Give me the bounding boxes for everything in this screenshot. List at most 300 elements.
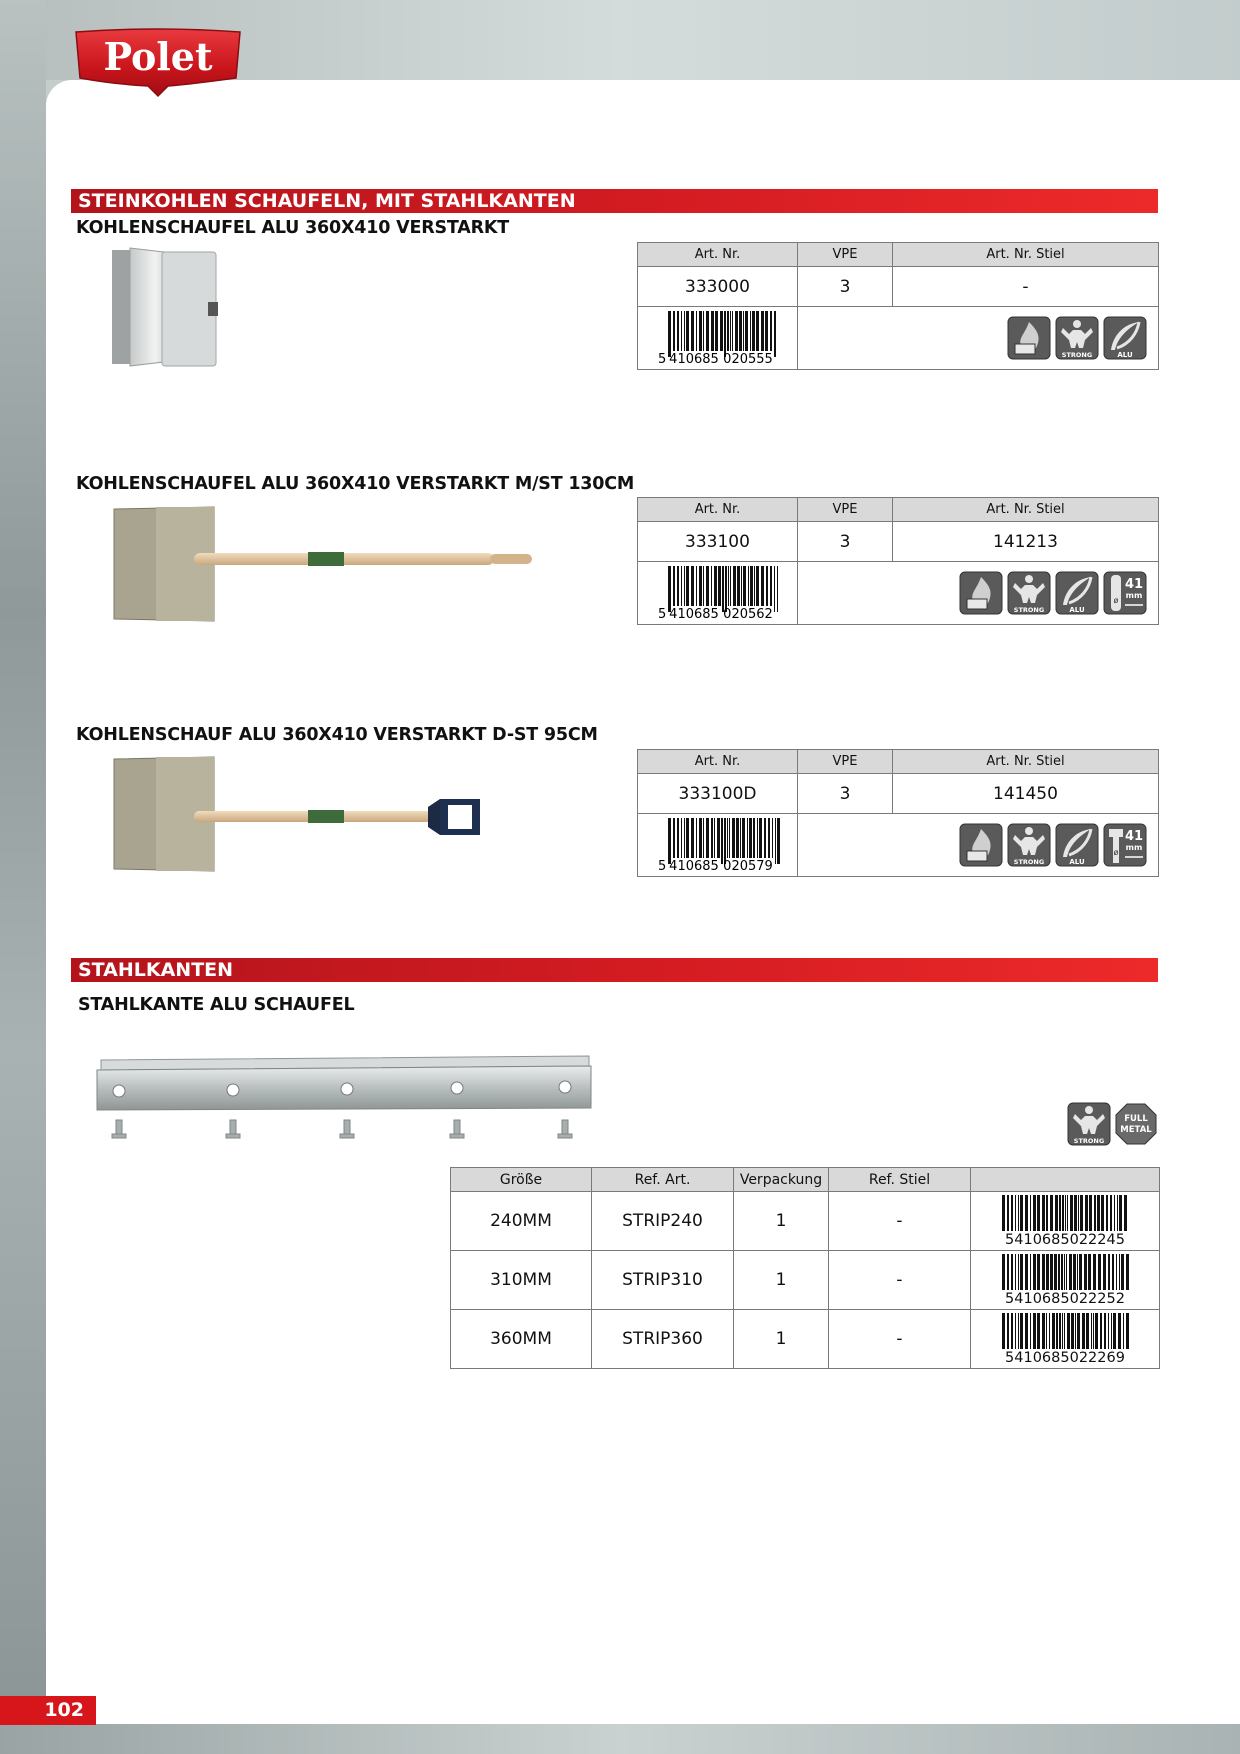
barcode-bar (703, 566, 704, 606)
barcode-bar (1050, 1254, 1053, 1290)
barcode-bar (1046, 1254, 1049, 1290)
barcode-bar (681, 566, 682, 606)
pack-value: 1 (734, 1251, 829, 1310)
barcode-bar (756, 566, 759, 606)
barcode-bar (1071, 1313, 1074, 1349)
barcode-bar (770, 566, 772, 606)
barcode-bar (696, 566, 697, 606)
barcode-bar (1042, 1195, 1045, 1231)
header-size: Größe (451, 1168, 592, 1192)
barcode-bar (681, 818, 682, 858)
barcode-bar (691, 818, 694, 858)
barcode-bar (732, 311, 733, 351)
barcode-bar (759, 818, 762, 858)
diameter-symbol: ø (1113, 848, 1119, 857)
art-nr-value: 333000 (638, 267, 798, 307)
barcode-bar (1069, 1254, 1072, 1290)
barcode-bar (1037, 1313, 1040, 1349)
alu-feather-icon (1055, 571, 1099, 615)
alu-label: ALU (1069, 858, 1085, 866)
barcode-bar (703, 311, 704, 351)
size-value: 360MM (451, 1310, 592, 1369)
feature-icons-cell (798, 307, 1159, 370)
barcode-bar (727, 311, 729, 351)
barcode-bar (677, 311, 679, 351)
coal-shovel-image (110, 246, 230, 372)
header-art-nr: Art. Nr. (638, 243, 798, 267)
barcode-bar (686, 566, 689, 606)
barcode-bar (1067, 1313, 1070, 1349)
barcode-bar (765, 311, 768, 351)
barcode (654, 311, 782, 365)
header-vpe: VPE (798, 750, 893, 774)
barcode-bar (1126, 1313, 1129, 1349)
barcode-bar (1079, 1254, 1082, 1290)
barcode-bar (1049, 1313, 1050, 1349)
vpe-value: 3 (798, 522, 893, 562)
barcode-bar (1064, 1313, 1065, 1349)
flame-bucket-icon (959, 823, 1003, 867)
barcode-bar (727, 818, 728, 858)
strong-label: STRONG (1013, 858, 1045, 866)
barcode-bar (691, 566, 694, 606)
barcode-bar (1112, 1254, 1114, 1290)
barcode-bar (1093, 1313, 1094, 1349)
barcode-bar (1073, 1254, 1076, 1290)
table-row (451, 1251, 1160, 1310)
barcode-bar (1085, 1195, 1088, 1231)
pack-value: 1 (734, 1310, 829, 1369)
barcode-bar (1119, 1254, 1120, 1290)
barcode-bar (1121, 1254, 1124, 1290)
barcode-bar (668, 566, 671, 612)
header-vpe: VPE (798, 498, 893, 522)
barcode-cell (971, 1192, 1160, 1251)
barcode-bar (711, 818, 713, 858)
barcode-bar (703, 818, 704, 858)
polet-logo (72, 28, 244, 98)
barcode-bar (1111, 1313, 1112, 1349)
header-barcode (971, 1168, 1160, 1192)
barcode-bar (1020, 1254, 1023, 1290)
section-title: STEINKOHLEN SCHAUFELN, MIT STAHLKANTEN (71, 189, 1158, 213)
barcode-bar (699, 566, 702, 606)
barcode-bar (774, 566, 775, 612)
feature-icons-cell (798, 562, 1159, 625)
barcode-bar (743, 311, 744, 351)
strong-label: STRONG (1073, 1137, 1105, 1145)
strong-icon (1067, 1102, 1111, 1146)
barcode-bar (1062, 1313, 1063, 1349)
header-art-nr: Art. Nr. (638, 498, 798, 522)
header-ref-art: Ref. Art. (592, 1168, 734, 1192)
barcode-bar (1002, 1195, 1005, 1231)
barcode-bar (1100, 1313, 1102, 1349)
barcode-bar (1075, 1313, 1076, 1349)
art-nr-stiel-value: 141450 (893, 774, 1159, 814)
barcode-bar (1054, 1254, 1057, 1290)
left-background (0, 0, 46, 1754)
barcode-bar (1123, 1313, 1124, 1349)
barcode-bar (747, 818, 748, 858)
barcode-bar (1025, 1313, 1028, 1349)
barcode-bar (668, 818, 671, 864)
barcode-bar (1124, 1195, 1127, 1231)
barcode (998, 1195, 1132, 1231)
strong-icon (1007, 823, 1051, 867)
barcode-bar (1086, 1313, 1089, 1349)
barcode-bar (706, 311, 709, 351)
barcode-bar (1095, 1313, 1098, 1349)
barcode-bar (691, 311, 694, 351)
full-metal-icon (1114, 1102, 1158, 1146)
strong-label: STRONG (1013, 606, 1045, 614)
barcode-bar (733, 566, 736, 606)
barcode-bar (684, 311, 685, 351)
barcode-bar (748, 566, 749, 606)
barcode-bar (668, 311, 671, 357)
footer-background (0, 1724, 1240, 1754)
product-title: KOHLENSCHAUFEL ALU 360X410 VERSTARKT (76, 218, 510, 238)
barcode-bar (1030, 1313, 1031, 1349)
barcode-bar (736, 818, 739, 858)
barcode-bar (696, 311, 697, 351)
barcode-bar (1126, 1254, 1129, 1290)
barcode (654, 566, 782, 620)
barcode-bar (1018, 1195, 1019, 1231)
barcode-bar (757, 818, 758, 858)
barcode-bar (1108, 1313, 1109, 1349)
barcode-bar (1030, 1195, 1031, 1231)
barcode-bar (1089, 1195, 1092, 1231)
barcode-bar (1077, 1254, 1078, 1290)
barcode-bar (718, 566, 721, 606)
barcode-bar (724, 311, 726, 357)
barcode-bar (740, 818, 741, 858)
header-art-nr-stiel: Art. Nr. Stiel (893, 498, 1159, 522)
barcode-bar (1033, 1313, 1036, 1349)
barcode-bar (1067, 1195, 1068, 1231)
barcode-bar (1015, 1254, 1016, 1290)
barcode-bar (1015, 1313, 1016, 1349)
barcode-bar (1098, 1254, 1101, 1290)
barcode-bar (1066, 1254, 1067, 1290)
barcode-bar (1015, 1195, 1016, 1231)
coal-shovel-with-handle-image (110, 505, 555, 625)
barcode-bar (735, 311, 738, 351)
barcode-bar (721, 818, 723, 864)
barcode-bar (686, 818, 689, 858)
barcode-bar (711, 566, 712, 606)
barcode-bar (1110, 1195, 1112, 1231)
barcode-cell (638, 307, 798, 370)
barcode-bar (1101, 1195, 1104, 1231)
ref-value: STRIP360 (592, 1310, 734, 1369)
spec-table (637, 497, 1159, 625)
barcode-bar (720, 311, 723, 351)
barcode-bar (1061, 1254, 1063, 1290)
barcode-bar (673, 311, 675, 351)
barcode-bar (724, 818, 726, 864)
barcode-bar (681, 311, 682, 351)
alu-label: ALU (1069, 606, 1085, 614)
spec-table (637, 242, 1159, 370)
barcode-bar (699, 818, 702, 858)
header-vpe: VPE (798, 243, 893, 267)
barcode-cell (971, 1251, 1160, 1310)
stiel-value: - (829, 1310, 971, 1369)
art-nr-value: 333100D (638, 774, 798, 814)
art-nr-value: 333100 (638, 522, 798, 562)
barcode-bar (1080, 1195, 1083, 1231)
strong-icon (1055, 316, 1099, 360)
barcode-bar (1046, 1313, 1047, 1349)
barcode-bar (1094, 1195, 1096, 1231)
barcode-bar (725, 566, 727, 612)
feature-icons-cell (798, 814, 1159, 877)
barcode-bar (722, 566, 724, 612)
diameter-value: 41 (1124, 829, 1144, 844)
barcode-bar (1093, 1254, 1096, 1290)
barcode-digit-lead: 5 (657, 352, 666, 365)
barcode-bar (1050, 1195, 1053, 1231)
barcode-bar (777, 566, 778, 612)
barcode-bar (717, 818, 720, 858)
barcode-bar (1011, 1195, 1013, 1231)
barcode-bar (730, 311, 731, 351)
barcode-bar (1030, 1254, 1031, 1290)
barcode-bar (1037, 1195, 1040, 1231)
barcode-bar (696, 818, 697, 858)
barcode-bar (761, 566, 764, 606)
spec-table (637, 749, 1159, 877)
barcode-digit-lead: 5 (657, 607, 666, 620)
d-handle-41mm-icon (1103, 823, 1147, 867)
barcode-bar (1018, 1254, 1019, 1290)
stiel-value: - (829, 1192, 971, 1251)
barcode-bar (756, 311, 759, 351)
alu-feather-icon (1103, 316, 1147, 360)
diameter-unit: mm (1125, 843, 1143, 852)
barcode-bar (1020, 1313, 1023, 1349)
barcode-bar (750, 311, 751, 351)
barcode-bar (754, 566, 755, 606)
diameter-value: 41 (1124, 577, 1144, 592)
barcode-bar (770, 311, 772, 351)
barcode-bar (677, 818, 679, 858)
barcode-bar (728, 566, 729, 606)
barcode-digits-left: 410685 (668, 607, 719, 620)
barcode-digit-lead: 5 (657, 859, 666, 872)
barcode-bar (1011, 1313, 1013, 1349)
barcode-bar (1113, 1313, 1116, 1349)
barcode-bar (684, 818, 685, 858)
barcode-bar (1077, 1313, 1080, 1349)
header-art-nr-stiel: Art. Nr. Stiel (893, 750, 1159, 774)
pack-value: 1 (734, 1192, 829, 1251)
barcode-digits-right: 020555 (722, 352, 773, 365)
barcode-bar (1018, 1313, 1019, 1349)
barcode-bar (1103, 1254, 1106, 1290)
barcode-bar (1082, 1313, 1085, 1349)
barcode-digits-left: 410685 (668, 859, 719, 872)
coal-shovel-d-handle-image (110, 755, 485, 875)
barcode-bar (686, 311, 689, 351)
barcode-bar (1106, 1195, 1108, 1231)
barcode-bar (677, 566, 679, 606)
handle-41mm-icon (1103, 571, 1147, 615)
barcode-bar (1052, 1313, 1055, 1349)
table-row (451, 1192, 1160, 1251)
ean-number: 5410685022252 (1005, 1290, 1125, 1307)
strip-feature-icons (1067, 1102, 1158, 1146)
barcode-bar (745, 311, 748, 351)
barcode-bar (1020, 1195, 1023, 1231)
barcode-bar (739, 311, 742, 351)
metal-label: METAL (1120, 1125, 1152, 1135)
barcode-bar (1042, 1254, 1045, 1290)
barcode-cell (971, 1310, 1160, 1369)
barcode-bar (714, 566, 717, 606)
barcode-bar (729, 818, 730, 858)
barcode-bar (768, 818, 770, 858)
product-title: STAHLKANTE ALU SCHAUFEL (78, 995, 355, 1015)
barcode-bar (706, 566, 709, 606)
ean-number: 5410685022245 (1005, 1231, 1125, 1248)
barcode-bar (775, 818, 776, 864)
header-packaging: Verpackung (734, 1168, 829, 1192)
diameter-unit: mm (1125, 591, 1143, 600)
barcode-bar (1033, 1195, 1036, 1231)
barcode-bar (1116, 1254, 1117, 1290)
product-title: KOHLENSCHAUF ALU 360X410 VERSTARKT D-ST 95CM (76, 725, 598, 745)
barcode-bar (730, 566, 731, 606)
barcode (654, 818, 782, 872)
ref-value: STRIP310 (592, 1251, 734, 1310)
table-row (451, 1310, 1160, 1369)
barcode-bar (742, 818, 745, 858)
strong-label: STRONG (1061, 351, 1093, 359)
barcode-bar (1046, 1195, 1048, 1231)
barcode-bar (711, 311, 714, 351)
barcode-bar (1074, 1195, 1077, 1231)
barcode-bar (752, 311, 755, 351)
barcode-bar (1033, 1254, 1036, 1290)
vpe-value: 3 (798, 774, 893, 814)
barcode-cell (638, 562, 798, 625)
barcode-bar (777, 818, 780, 864)
barcode-bar (1011, 1254, 1013, 1290)
barcode-bar (706, 818, 709, 858)
ean-number: 5410685022269 (1005, 1349, 1125, 1366)
steel-edge-strip-image (95, 1050, 595, 1142)
diameter-symbol: ø (1113, 596, 1119, 605)
section-title: STAHLKANTEN (71, 958, 1158, 982)
barcode-bar (741, 566, 742, 606)
barcode-bar (1064, 1254, 1065, 1290)
barcode (998, 1254, 1132, 1290)
barcode-bar (1059, 1195, 1061, 1231)
barcode-bar (1042, 1313, 1045, 1349)
barcode-bar (1114, 1195, 1115, 1231)
barcode-bar (761, 311, 764, 351)
barcode-bar (1119, 1195, 1122, 1231)
barcode-bar (1108, 1254, 1110, 1290)
barcode-bar (774, 311, 776, 357)
alu-feather-icon (1055, 823, 1099, 867)
vpe-value: 3 (798, 267, 893, 307)
barcode-bar (1058, 1254, 1060, 1290)
ref-value: STRIP240 (592, 1192, 734, 1251)
header-art-nr-stiel: Art. Nr. Stiel (893, 243, 1159, 267)
header-ref-stiel: Ref. Stiel (829, 1168, 971, 1192)
barcode-bar (1078, 1195, 1079, 1231)
barcode-bar (1002, 1254, 1005, 1290)
barcode-bar (1084, 1254, 1087, 1290)
strong-icon (1007, 571, 1051, 615)
art-nr-stiel-value: - (893, 267, 1159, 307)
barcode-bar (750, 566, 753, 606)
flame-bucket-icon (1007, 316, 1051, 360)
size-value: 240MM (451, 1192, 592, 1251)
barcode-bar (753, 818, 755, 858)
barcode-digits-right: 020562 (722, 607, 773, 620)
barcode-bar (684, 566, 685, 606)
art-nr-stiel-value: 141213 (893, 522, 1159, 562)
barcode-bar (743, 566, 746, 606)
barcode-bar (772, 818, 773, 858)
barcode-digits-left: 410685 (668, 352, 719, 365)
barcode-bar (1007, 1195, 1009, 1231)
flame-bucket-icon (959, 571, 1003, 615)
page-number: 102 (0, 1696, 96, 1725)
full-label: FULL (1124, 1114, 1148, 1124)
barcode-bar (715, 311, 718, 351)
barcode-bar (1070, 1195, 1073, 1231)
barcode-bar (1091, 1313, 1092, 1349)
strip-table (450, 1167, 1160, 1369)
barcode-bar (673, 566, 675, 606)
barcode-bar (1002, 1313, 1005, 1349)
barcode-bar (1065, 1195, 1066, 1231)
barcode-digits-right: 020579 (722, 859, 773, 872)
stiel-value: - (829, 1251, 971, 1310)
barcode-bar (1025, 1195, 1028, 1231)
barcode-bar (1007, 1254, 1009, 1290)
barcode-bar (732, 818, 735, 858)
barcode-bar (699, 311, 702, 351)
barcode-bar (1062, 1195, 1064, 1231)
size-value: 310MM (451, 1251, 592, 1310)
barcode (998, 1313, 1132, 1349)
logo-text: Polet (103, 34, 213, 79)
barcode-bar (1104, 1313, 1106, 1349)
barcode-cell (638, 814, 798, 877)
barcode-bar (1059, 1313, 1061, 1349)
barcode-bar (1118, 1313, 1121, 1349)
barcode-bar (766, 566, 768, 606)
barcode-bar (1025, 1254, 1028, 1290)
barcode-bar (1097, 1195, 1100, 1231)
barcode-bar (673, 818, 675, 858)
barcode-bar (749, 818, 752, 858)
barcode-bar (1007, 1313, 1009, 1349)
barcode-bar (1088, 1254, 1091, 1290)
barcode-bar (764, 818, 766, 858)
barcode-bar (714, 818, 715, 858)
barcode-bar (737, 566, 740, 606)
barcode-bar (1056, 1313, 1058, 1349)
